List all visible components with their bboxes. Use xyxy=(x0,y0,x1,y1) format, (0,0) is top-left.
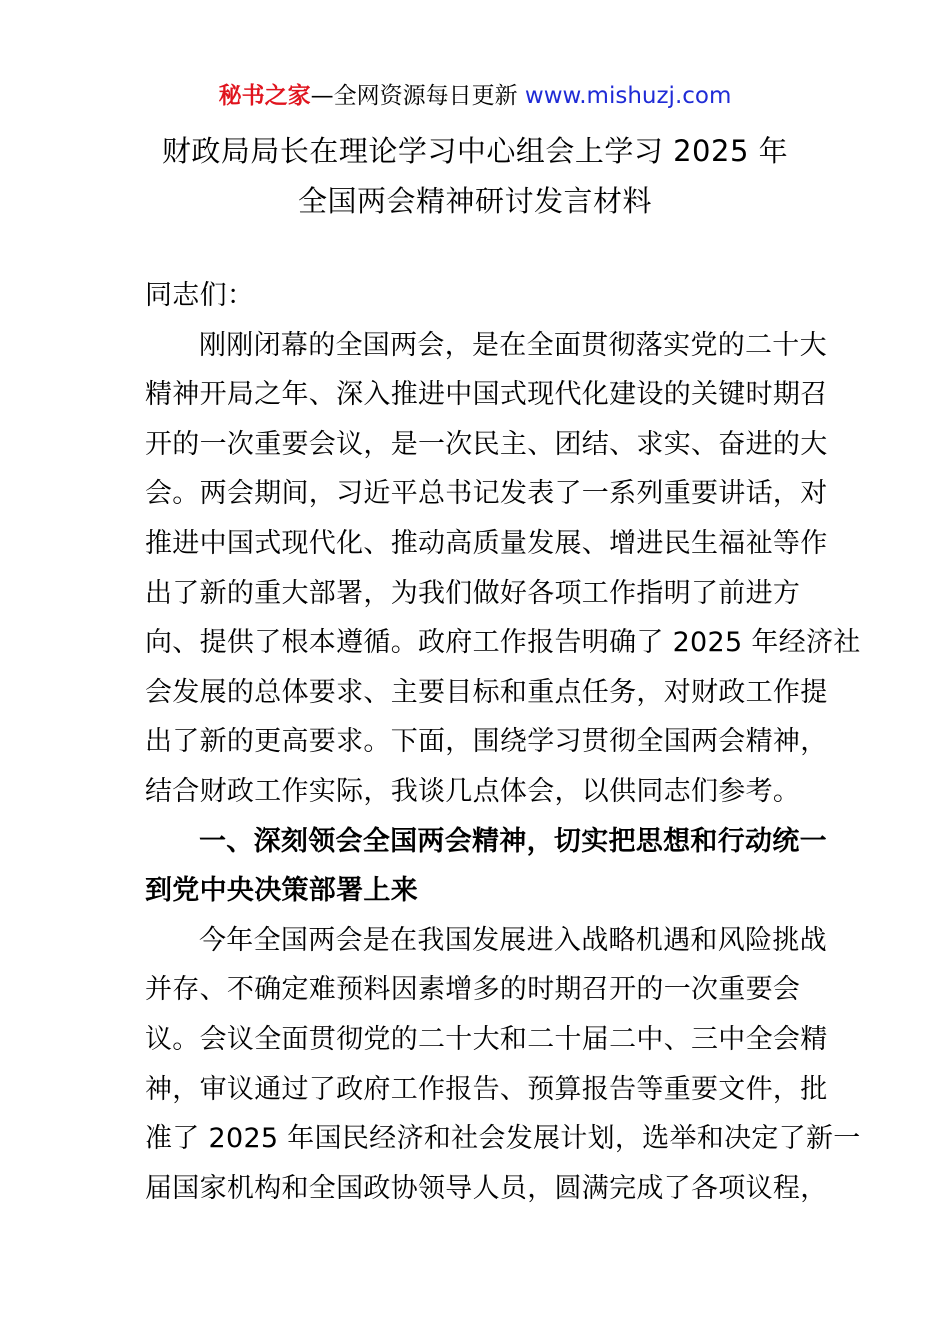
paragraph-line: 开的一次重要会议，是一次民主、团结、求实、奋进的大 xyxy=(145,428,828,460)
site-banner xyxy=(0,80,950,112)
title-line: 财政局局长在理论学习中心组会上学习 2025 年 xyxy=(161,134,789,168)
salutation: 同志们： xyxy=(145,280,255,311)
brand-name: 秘书之家 xyxy=(218,83,311,109)
paragraph-line: 结合财政工作实际，我谈几点体会，以供同志们参考。 xyxy=(145,775,801,807)
paragraph-line: 届国家机构和全国政协领导人员，圆满完成了各项议程， xyxy=(145,1172,828,1204)
paragraph-line: 向、提供了根本遵循。政府工作报告明确了 2025 年经济社 xyxy=(145,627,861,659)
paragraph-line: 并存、不确定难预料因素增多的时期召开的一次重要会 xyxy=(145,974,801,1006)
site-url-link[interactable]: www.mishuzj.com xyxy=(524,83,732,109)
paragraph-line: 推进中国式现代化、推动高质量发展、增进民生福祉等作 xyxy=(145,527,828,559)
paragraph-line: 刚刚闭幕的全国两会，是在全面贯彻落实党的二十大 xyxy=(199,329,827,361)
paragraph-line: 今年全国两会是在我国发展进入战略机遇和风险挑战 xyxy=(199,924,827,956)
paragraph-line: 会。两会期间，习近平总书记发表了一系列重要讲话，对 xyxy=(145,478,828,510)
title-line: 全国两会精神研讨发言材料 xyxy=(297,184,652,218)
paragraph-line: 出了新的重大部署，为我们做好各项工作指明了前进方 xyxy=(145,577,801,609)
document-body xyxy=(145,271,861,1213)
paragraph-line: 会发展的总体要求、主要目标和重点任务，对财政工作提 xyxy=(145,676,828,708)
paragraph-line: 准了 2025 年国民经济和社会发展计划，选举和决定了新一 xyxy=(145,1123,861,1155)
banner-tagline: —全网资源每日更新 xyxy=(310,83,518,109)
paragraph-line: 精神开局之年、深入推进中国式现代化建设的关键时期召 xyxy=(145,379,828,411)
section-heading-line: 到党中央决策部署上来 xyxy=(145,875,418,907)
paragraph-line: 出了新的更高要求。下面，围绕学习贯彻全国两会精神， xyxy=(145,726,828,758)
section-heading-line: 一、深刻领会全国两会精神，切实把思想和行动统一 xyxy=(199,825,827,857)
paragraph-line: 神，审议通过了政府工作报告、预算报告等重要文件，批 xyxy=(145,1073,828,1105)
paragraph-line: 议。会议全面贯彻党的二十大和二十届二中、三中全会精 xyxy=(145,1023,828,1055)
document-title xyxy=(100,126,850,226)
